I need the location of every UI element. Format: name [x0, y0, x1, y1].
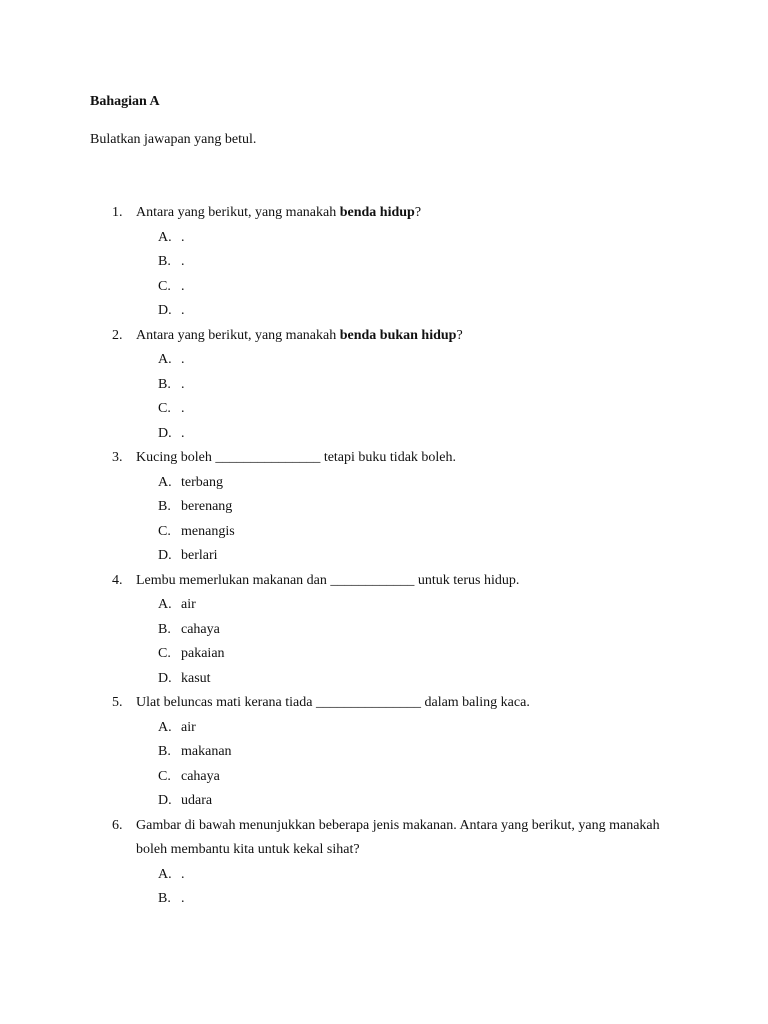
question-text-suffix: ?	[414, 205, 422, 220]
option-letter: A.	[158, 597, 172, 612]
question-text-plain: Ulat beluncas mati kerana tiada _______________ dalam baling kaca.	[136, 695, 530, 710]
question-list	[0, 201, 768, 912]
question-number: 5.	[112, 695, 123, 710]
question-4	[0, 569, 768, 692]
question-text-plain: Antara yang berikut, yang manakah	[136, 327, 340, 343]
option-text: berlari	[181, 548, 218, 563]
question-text-plain: Gambar di bawah menunjukkan beberapa jenis makanan. Antara yang berikut, yang manakah	[136, 817, 660, 833]
option-text: pakaian	[181, 646, 225, 661]
option-text: terbang	[181, 474, 223, 490]
option-text: kasut	[181, 670, 211, 686]
option-letter: D.	[158, 793, 172, 808]
question-line	[0, 569, 768, 594]
option-letter: D.	[158, 425, 172, 441]
option-letter: C.	[158, 278, 171, 294]
answer-option[interactable]	[0, 471, 768, 496]
answer-option[interactable]	[0, 863, 768, 888]
option-letter: A.	[158, 866, 172, 882]
option-text: makanan	[181, 744, 232, 759]
question-number: 3.	[112, 450, 123, 465]
option-letter: B.	[158, 254, 171, 269]
option-letter: B.	[158, 621, 171, 637]
answer-option[interactable]	[0, 422, 768, 447]
question-line	[0, 838, 768, 863]
question-5	[0, 691, 768, 814]
question-text	[136, 691, 530, 716]
answer-option[interactable]	[0, 887, 768, 912]
option-letter: A.	[158, 719, 172, 735]
option-text: berenang	[181, 499, 233, 514]
answer-option[interactable]	[0, 642, 768, 667]
answer-option[interactable]	[0, 299, 768, 324]
option-text: air	[181, 597, 196, 612]
option-text: .	[181, 401, 185, 416]
answer-option[interactable]	[0, 789, 768, 814]
answer-option[interactable]	[0, 495, 768, 520]
option-text: cahaya	[181, 621, 220, 637]
option-letter: B.	[158, 744, 171, 759]
option-text: .	[181, 891, 185, 906]
question-number: 4.	[112, 572, 123, 588]
question-keyword: benda hidup	[339, 205, 415, 220]
section-title: Bahagian A	[90, 94, 160, 109]
question-number: 1.	[112, 205, 123, 220]
option-letter: C.	[158, 646, 171, 661]
answer-option[interactable]	[0, 667, 768, 692]
question-text	[136, 446, 456, 471]
answer-option[interactable]	[0, 544, 768, 569]
answer-option[interactable]	[0, 520, 768, 545]
section-instruction: Bulatkan jawapan yang betul.	[90, 132, 257, 147]
option-text: .	[181, 352, 185, 367]
question-text-plain: Antara yang berikut, yang manakah	[136, 205, 340, 220]
question-6	[0, 814, 768, 912]
option-letter: B.	[158, 499, 171, 514]
question-line	[0, 691, 768, 716]
option-letter: D.	[158, 670, 172, 686]
question-3	[0, 446, 768, 569]
answer-option[interactable]	[0, 373, 768, 398]
answer-option[interactable]	[0, 348, 768, 373]
answer-option[interactable]	[0, 618, 768, 643]
option-text: cahaya	[181, 768, 220, 784]
question-text-suffix: ?	[456, 327, 463, 343]
option-text: .	[181, 425, 185, 441]
question-text-plain: Lembu memerlukan makanan dan ____________ untuk terus hidup.	[136, 572, 520, 588]
question-2	[0, 324, 768, 447]
question-text	[136, 838, 360, 863]
question-line	[0, 324, 768, 349]
question-number: 2.	[112, 327, 123, 343]
option-letter: C.	[158, 401, 171, 416]
option-text: .	[181, 376, 185, 392]
option-text: menangis	[181, 523, 235, 539]
option-letter: A.	[158, 474, 172, 490]
option-text: .	[181, 229, 185, 245]
question-text-plain: boleh membantu kita untuk kekal sihat?	[136, 842, 360, 857]
answer-option[interactable]	[0, 250, 768, 275]
question-line	[0, 814, 768, 839]
answer-option[interactable]	[0, 740, 768, 765]
answer-option[interactable]	[0, 716, 768, 741]
option-letter: D.	[158, 303, 172, 318]
option-text: air	[181, 719, 196, 735]
option-letter: A.	[158, 229, 172, 245]
option-letter: C.	[158, 523, 171, 539]
option-letter: B.	[158, 891, 171, 906]
question-text-plain: Kucing boleh _______________ tetapi buku tidak boleh.	[136, 450, 457, 465]
question-text	[136, 201, 421, 226]
option-text: .	[181, 278, 185, 294]
option-letter: A.	[158, 352, 172, 367]
answer-option[interactable]	[0, 593, 768, 618]
option-letter: D.	[158, 548, 172, 563]
option-text: .	[181, 866, 185, 882]
question-line	[0, 201, 768, 226]
answer-option[interactable]	[0, 275, 768, 300]
question-text	[136, 324, 463, 349]
option-text: .	[181, 254, 185, 269]
question-text	[136, 569, 519, 594]
question-number: 6.	[112, 817, 123, 833]
question-text	[136, 814, 660, 839]
question-line	[0, 446, 768, 471]
option-text: udara	[181, 793, 213, 808]
answer-option[interactable]	[0, 397, 768, 422]
option-letter: C.	[158, 768, 171, 784]
answer-option[interactable]	[0, 226, 768, 251]
question-1	[0, 201, 768, 324]
question-keyword: benda bukan hidup	[339, 327, 457, 343]
answer-option[interactable]	[0, 765, 768, 790]
option-letter: B.	[158, 376, 171, 392]
option-text: .	[181, 303, 185, 318]
